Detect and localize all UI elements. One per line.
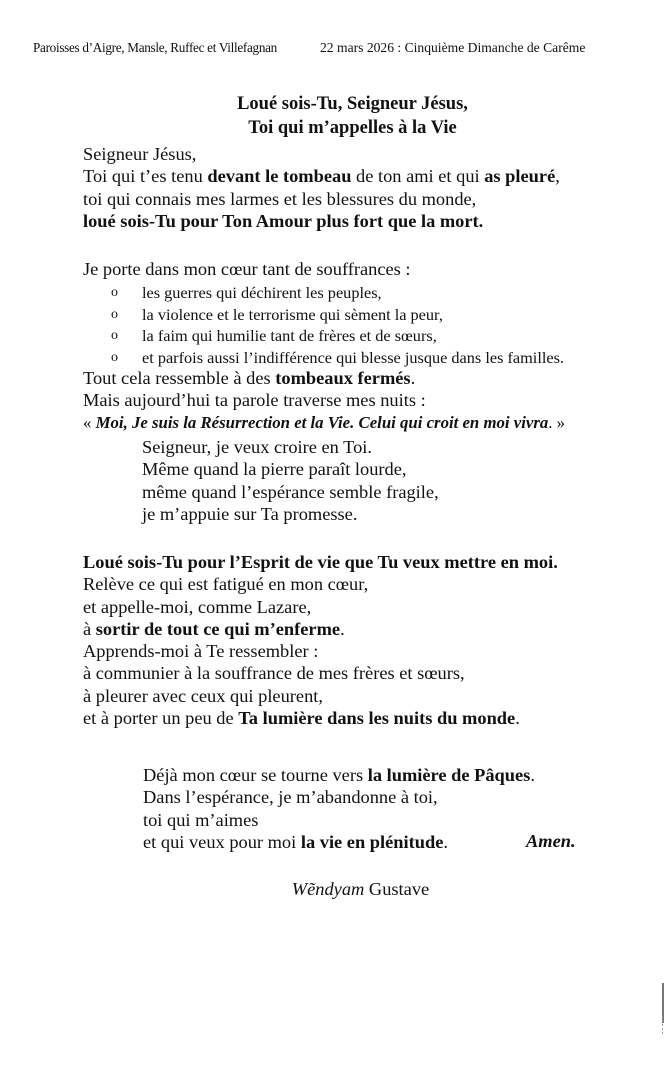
stanza-3 (83, 551, 558, 729)
stanza-line (83, 165, 560, 187)
quote-mark: « (83, 412, 96, 432)
bold-run: sortir de tout ce qui m’enferme (95, 618, 341, 639)
list-item-text: la faim qui humilie tant de frères et de sœurs, (142, 326, 437, 346)
prayer-title (0, 92, 665, 140)
text-run: Déjà mon cœur se tourne vers (143, 765, 368, 785)
circle-bullet-icon: o (111, 306, 118, 322)
circle-bullet-icon: o (111, 328, 118, 344)
stanza-line: Seigneur, je veux croire en Toi. (142, 437, 372, 457)
quote-mark: . » (548, 412, 566, 432)
stanza-line (143, 831, 535, 853)
stanza-2-indented (142, 436, 439, 525)
list-item (111, 304, 564, 326)
stanza-line: même quand l’espérance semble fragile, (142, 481, 439, 502)
text-run: de ton ami et qui (351, 166, 485, 187)
sufferings-list (111, 282, 564, 369)
quote-text: Moi, Je suis la Résurrection et la Vie. Celui qui croit en moi vivra (95, 412, 549, 432)
stanza-line: Relève ce qui est fatigué en mon cœur, (83, 574, 369, 595)
stanza-line (83, 707, 558, 729)
stanza-line (83, 618, 558, 640)
scripture-quote (83, 412, 565, 434)
text-run: . (515, 708, 520, 729)
bold-run: as pleuré (484, 166, 556, 187)
text-run: . (410, 368, 416, 388)
stanza-line: Apprends-moi à Te ressembler : (83, 641, 319, 662)
stanza-line: Loué sois-Tu pour l’Esprit de vie que Tu veux mettre en moi. (83, 552, 558, 572)
stanza-line: je m’appuie sur Ta promesse. (142, 503, 358, 524)
text-run: . (340, 618, 345, 639)
bold-run: devant le tombeau (207, 166, 352, 187)
text-run: , (555, 166, 560, 187)
stanza-line: Même quand la pierre paraît lourde, (142, 459, 407, 480)
amen-label: Amen. (526, 831, 576, 851)
list-item-text: les guerres qui déchirent les peuples, (142, 283, 382, 302)
stanza-line (143, 764, 535, 786)
text-run: et à porter un peu de (83, 708, 239, 729)
text-run: Toi qui t’es tenu (83, 166, 208, 187)
stanza-line: toi qui m’aimes (143, 809, 259, 830)
bold-run: Ta lumière dans les nuits du monde (238, 708, 516, 729)
title-line-1: Loué sois-Tu, Seigneur Jésus, (237, 94, 468, 114)
circle-bullet-icon: o (111, 350, 118, 366)
stanza-1 (83, 143, 560, 232)
parishes-label: Paroisses d’Aigre, Mansle, Ruffec et Villefagnan (33, 40, 277, 55)
stanza-line: à communier à la souffrance de mes frères et sœurs, (83, 663, 465, 684)
stanza-line: loué sois-Tu pour Ton Amour plus fort que la mort. (83, 210, 484, 231)
circle-bullet-icon: o (111, 285, 118, 300)
text-run: et qui veux pour moi (143, 831, 301, 852)
stanza-2-body (83, 367, 565, 434)
text-run: . (530, 765, 535, 785)
title-line-2: Toi qui m’appelles à la Vie (248, 118, 457, 138)
stanza-line: Dans l’espérance, je m’abandonne à toi, (143, 787, 438, 808)
list-item (111, 347, 564, 369)
stanza-line: toi qui connais mes larmes et les blessures du monde, (83, 188, 477, 209)
stanza-line: Mais aujourd’hui ta parole traverse mes nuits : (83, 390, 426, 411)
author-signature (0, 879, 665, 900)
stanza-line: Seigneur Jésus, (83, 144, 197, 164)
scan-edge-mark (662, 1016, 663, 1036)
bold-run: tombeaux fermés (275, 368, 411, 388)
bold-run: la vie en plénitude (300, 831, 444, 852)
stanza-4 (143, 764, 535, 853)
stanza-line: Je porte dans mon cœur tant de souffrances : (83, 259, 411, 279)
list-item (111, 325, 564, 347)
stanza-2-intro (83, 258, 411, 280)
text-run: . (443, 831, 448, 852)
bold-run: la lumière de Pâques (367, 765, 531, 785)
stanza-line: à pleurer avec ceux qui pleurent, (83, 685, 323, 706)
stanza-line: et appelle-moi, comme Lazare, (83, 596, 312, 617)
author-first-name: Wẽndyam (291, 879, 365, 899)
page-header (33, 40, 586, 56)
list-item-text: et parfois aussi l’indifférence qui blesse jusque dans les familles. (142, 348, 564, 368)
author-last-name: Gustave (364, 879, 430, 899)
text-run: Tout cela ressemble à des (83, 368, 276, 388)
date-occasion-label: 22 mars 2026 : Cinquième Dimanche de Carême (320, 40, 586, 55)
list-item-text: la violence et le terrorisme qui sèment la peur, (142, 304, 443, 324)
list-item (111, 282, 564, 304)
stanza-line (83, 367, 565, 389)
text-run: à (83, 618, 96, 639)
